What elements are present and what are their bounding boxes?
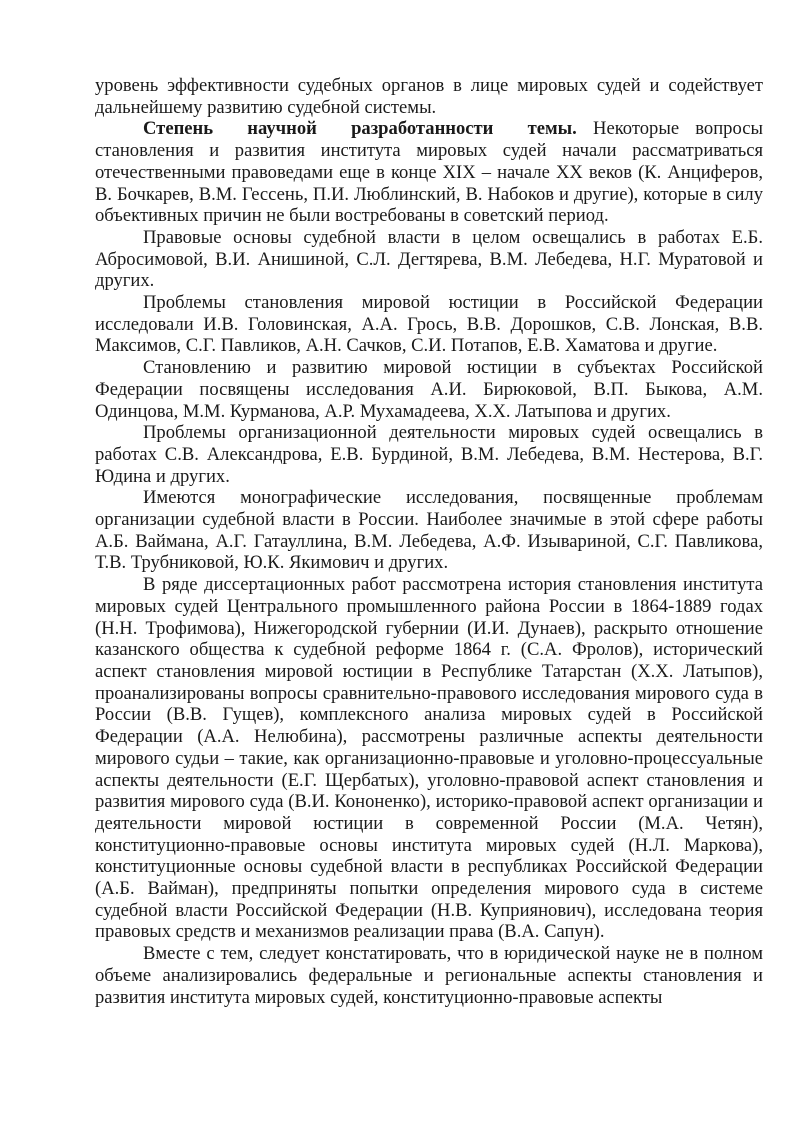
paragraph-text: Проблемы организационной деятельности мировых судей освещались в работах С.В. Александрова, Е.В. Бурдиной, В.М. Лебедева, В.М. Нестерова, В.Г. Юдина и других. <box>95 422 763 487</box>
paragraph-research-degree <box>95 118 763 227</box>
paragraph-continuation <box>95 75 763 118</box>
paragraph-text: В ряде диссертационных работ рассмотрена история становления института мировых судей Центрального промышленного района России в 1864-1889 годах (Н.Н. Трофимова), Нижегородской губернии (И.И. Дунаев), раскрыто отношение казанского общества к судебной реформе 1864 г. (С.А. Фролов), исторический аспект становления мировой юстиции в Республике Татарстан (Х.Х. Латыпов), проанализированы вопросы сравнительно-правового исследования мирового суда в России (В.В. Гущев), комплексного анализа мировых судей в Российской Федерации (А.А. Нелюбина), рассмотрены различные аспекты деятельности мирового судьи – такие, как организационно-правовые и уголовно-процессуальные аспекты деятельности (Е.Г. Щербатых), уголовно-правовой аспект становления и развития мирового суда (В.И. Кононенко), историко-правовой аспект организации и деятельности мировой юстиции в современной России (М.А. Четян), конституционно-правовые основы института мировых судей (Н.Л. Маркова), конституционные основы судебной власти в республиках Российской Федерации (А.Б. Вайман), предприняты попытки определения мирового суда в системе судебной власти Российской Федерации (Н.В. Куприянович), исследована теория правовых средств и механизмов реализации права (В.А. Сапун). <box>95 574 763 943</box>
paragraph-formation-problems <box>95 292 763 357</box>
paragraph-text: Имеются монографические исследования, посвященные проблемам организации судебной власти в России. Наиболее значимые в этой сфере работы А.Б. Ваймана, А.Г. Гатауллина, В.М. Лебедева, А.Ф. Изывариной, С.Г. Павликова, Т.В. Трубниковой, Ю.К. Якимович и других. <box>95 487 763 574</box>
paragraph-text: Становлению и развитию мировой юстиции в субъектах Российской Федерации посвящены исследования А.И. Бирюковой, В.П. Быкова, А.М. Одинцова, М.М. Курманова, А.Р. Мухамадеева, Х.Х. Латыпова и других. <box>95 357 763 422</box>
paragraph-monographs <box>95 487 763 574</box>
paragraph-regional-studies <box>95 357 763 422</box>
paragraph-organizational-activity <box>95 422 763 487</box>
paragraph-conclusion <box>95 943 763 1008</box>
paragraph-text: Проблемы становления мировой юстиции в Российской Федерации исследовали И.В. Головинская, А.А. Грось, В.В. Дорошков, С.В. Лонская, В.В. Максимов, С.Г. Павликов, А.Н. Сачков, С.И. Потапов, Е.В. Хаматова и другие. <box>95 292 763 357</box>
paragraph-dissertations <box>95 574 763 943</box>
paragraph-text: Правовые основы судебной власти в целом освещались в работах Е.Б. Абросимовой, В.И. Анишиной, С.Л. Дегтярева, В.М. Лебедева, Н.Г. Муратовой и других. <box>95 226 763 292</box>
paragraph-legal-foundations <box>95 227 763 292</box>
paragraph-text: уровень эффективности судебных органов в лице мировых судей и содействует дальнейшему развитию судебной системы. <box>95 75 763 118</box>
document-body <box>95 75 763 1008</box>
paragraph-text: Некоторые вопросы становления и развития института мировых судей начали рассматриваться отечественными правоведами еще в конце XIX – начале XX веков (К. Анциферов, В. Бочкарев, В.М. Гессень, П.И. Люблинский, В. Набоков и другие), которые в силу объективных причин не были востребованы в советский период. <box>95 118 763 227</box>
paragraph-text: Вместе с тем, следует констатировать, что в юридической науке не в полном объеме анализировались федеральные и региональные аспекты становления и развития института мировых судей, конституционно-правовые аспекты <box>95 943 763 1008</box>
section-heading: Степень научной разработанности темы. <box>143 118 577 140</box>
